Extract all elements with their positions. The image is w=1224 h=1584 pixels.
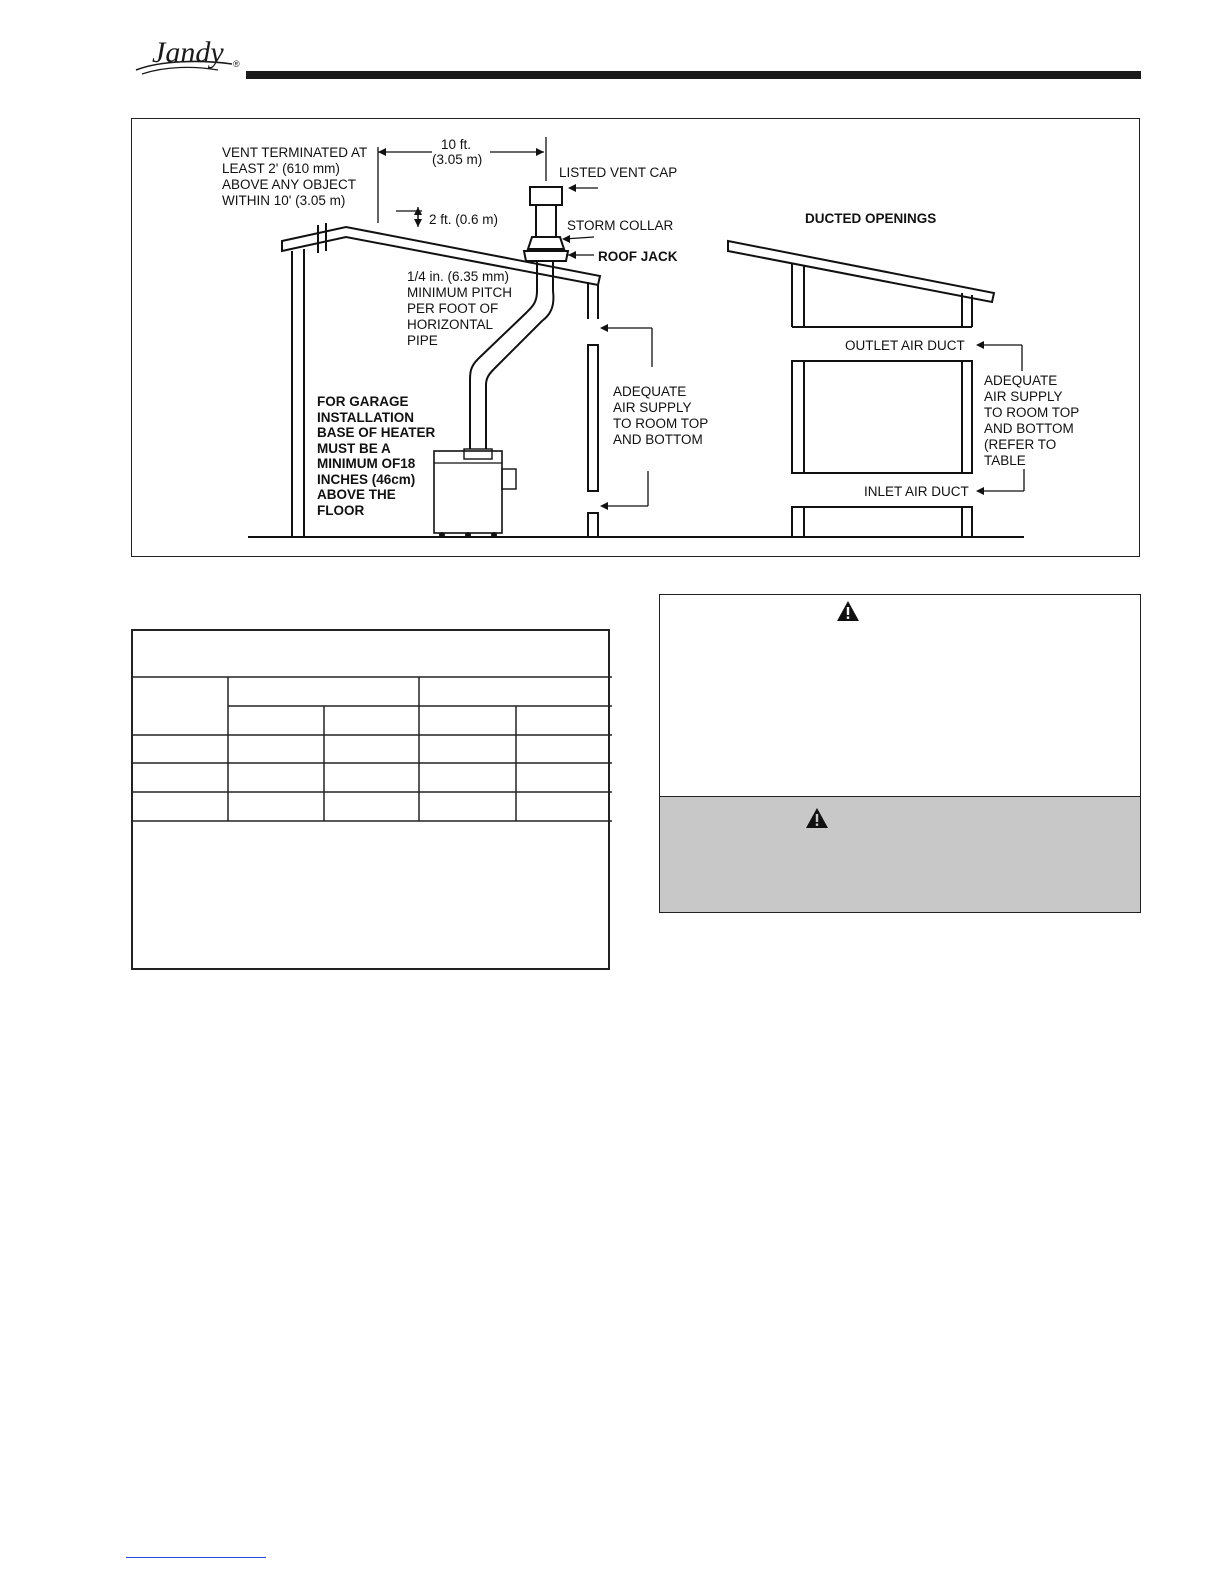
brand-name: Jandy: [152, 36, 224, 69]
ducted-adequate-line-3: TO ROOM TOP: [984, 405, 1080, 420]
pitch-line-5: PIPE: [407, 333, 438, 348]
adequate-line-3: TO ROOM TOP: [613, 416, 709, 431]
warning-triangle-icon: [836, 600, 860, 622]
vent-diagram: [132, 119, 1141, 558]
jandy-logo: [132, 30, 247, 82]
outlet-air-duct-label: OUTLET AIR DUCT: [845, 338, 965, 353]
roof-jack-label: ROOF JACK: [598, 249, 678, 264]
ten-ft-label: 10 ft.: [441, 137, 472, 152]
warning-triangle-icon: [805, 807, 829, 829]
listed-vent-cap-label: LISTED VENT CAP: [559, 165, 678, 180]
pitch-line-4: HORIZONTAL: [407, 317, 494, 332]
inlet-air-duct-label: INLET AIR DUCT: [864, 484, 969, 499]
garage-line-2: INSTALLATION: [317, 410, 414, 425]
adequate-line-1: ADEQUATE: [613, 384, 687, 399]
two-ft-label: 2 ft. (0.6 m): [429, 212, 499, 227]
ducted-adequate-line-1: ADEQUATE: [984, 373, 1058, 388]
garage-line-7: ABOVE THE: [317, 487, 396, 502]
air-opening-table: [131, 629, 610, 970]
ducted-adequate-line-2: AIR SUPPLY: [984, 389, 1063, 404]
registered-mark: ®: [233, 59, 240, 69]
ducted-adequate-line-6: TABLE: [984, 453, 1026, 468]
caution-box: [659, 796, 1141, 913]
garage-line-1: FOR GARAGE: [317, 394, 409, 409]
vent-terminated-line-3: ABOVE ANY OBJECT: [222, 177, 357, 192]
garage-line-4: MUST BE A: [317, 441, 391, 456]
table-grid: [133, 631, 612, 972]
garage-line-6: INCHES (46cm): [317, 472, 416, 487]
ducted-adequate-line-4: AND BOTTOM: [984, 421, 1074, 436]
vent-terminated-line-4: WITHIN 10' (3.05 m): [222, 193, 346, 208]
vent-terminated-line-2: LEAST 2' (610 mm): [222, 161, 340, 176]
ten-ft-metric-label: (3.05 m): [432, 152, 483, 167]
garage-line-8: FLOOR: [317, 503, 365, 518]
ducted-adequate-line-5: (REFER TO: [984, 437, 1057, 452]
adequate-line-4: AND BOTTOM: [613, 432, 703, 447]
ducted-openings-title: DUCTED OPENINGS: [805, 211, 937, 226]
garage-line-3: BASE OF HEATER: [317, 425, 436, 440]
vent-terminated-line-1: VENT TERMINATED AT: [222, 145, 368, 160]
pitch-line-2: MINIMUM PITCH: [407, 285, 512, 300]
pitch-line-1: 1/4 in. (6.35 mm): [407, 269, 510, 284]
footer-link-underline: [126, 1557, 266, 1558]
garage-line-5: MINIMUM OF18: [317, 456, 416, 471]
storm-collar-label: STORM COLLAR: [567, 218, 674, 233]
header-rule: [246, 71, 1141, 79]
vent-diagram-figure: [131, 118, 1140, 557]
adequate-line-2: AIR SUPPLY: [613, 400, 692, 415]
pitch-line-3: PER FOOT OF: [407, 301, 499, 316]
warning-box: [659, 594, 1141, 797]
